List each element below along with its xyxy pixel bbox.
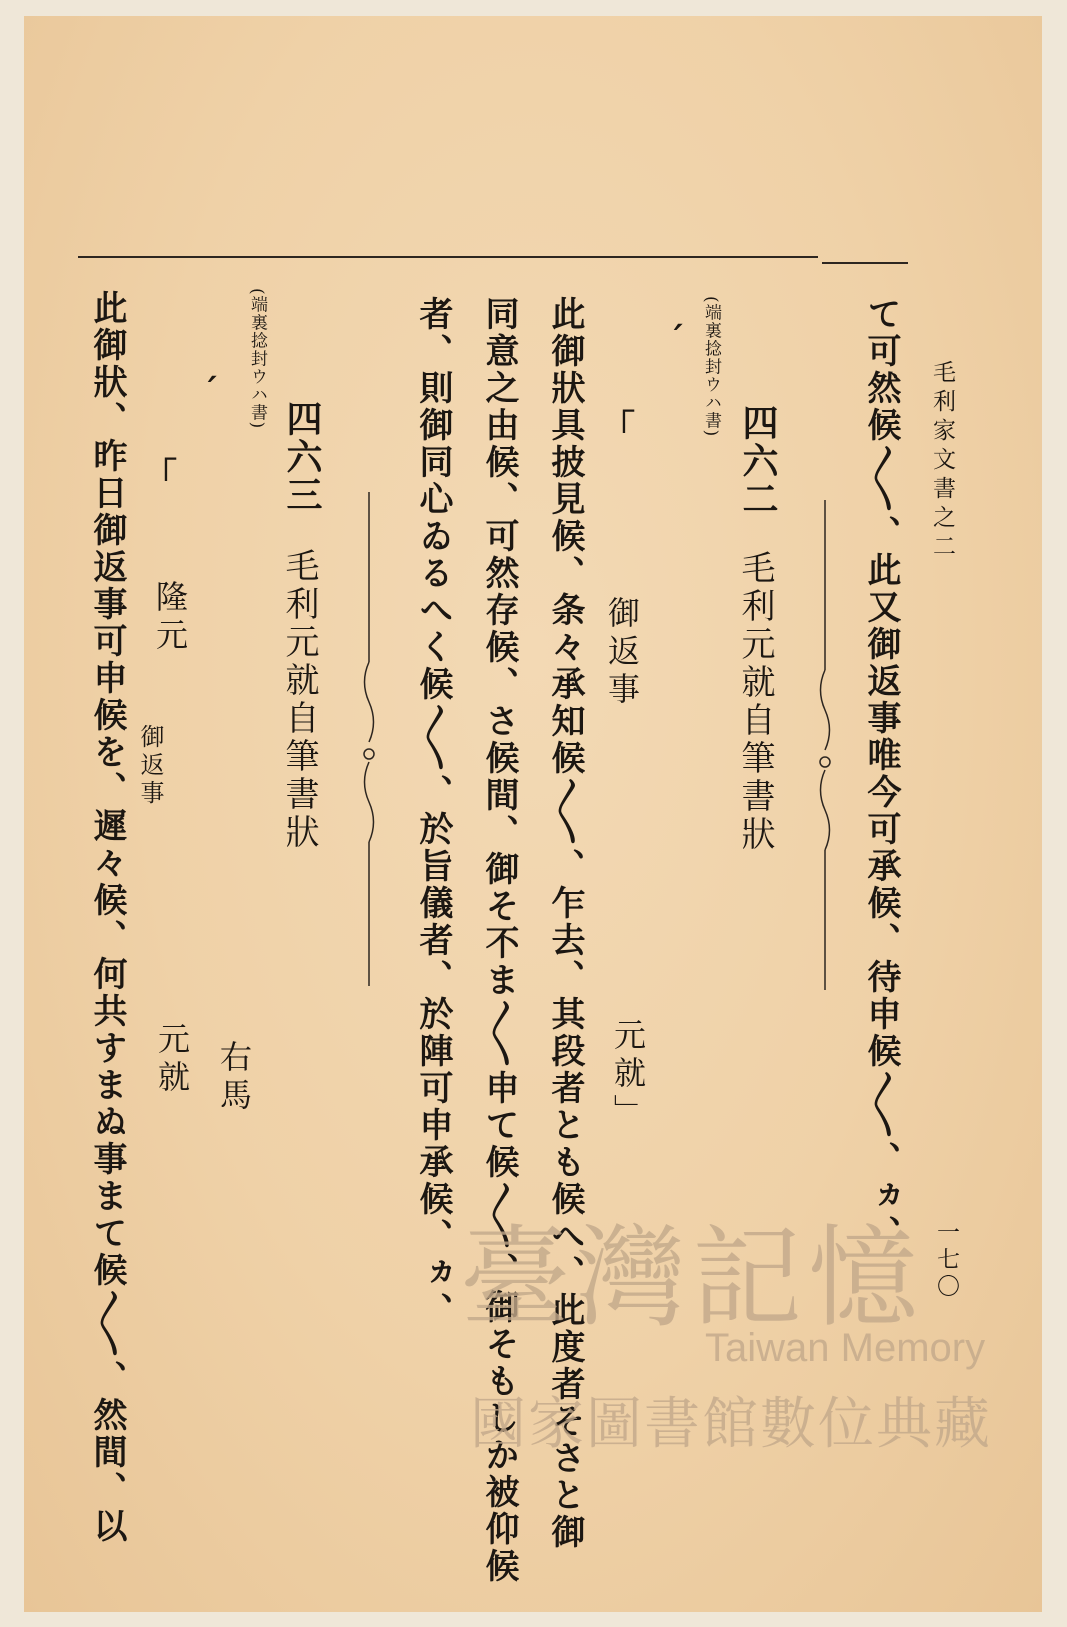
doc-463-address-reply: 御返事 <box>136 724 164 808</box>
separator-ornament <box>812 500 838 990</box>
watermark-brand: 臺灣記憶 <box>460 1214 924 1342</box>
continuation-text: て可然候〳〵、此又御返事唯今可承候、待申候〳〵、ヵ、 <box>861 296 901 1252</box>
bracket-mark: ｢ <box>618 408 635 448</box>
top-rule-right <box>822 262 908 264</box>
running-header: 毛利家文書之二 <box>929 360 955 563</box>
doc-462-wrapper-note: (端裏捻封ウハ書) <box>701 296 721 438</box>
doc-462-body-line-2: 同意之由候、可然存候、さ候間、御そ不ま〳〵申て候〳〵、御そもしか被仰候 <box>479 296 519 1585</box>
watermark-brand-en: Taiwan Memory <box>705 1326 986 1370</box>
doc-462-number: 四六二 <box>737 404 779 518</box>
doc-462-title: 毛利元就自筆書狀 <box>735 550 775 854</box>
doc-463-address-to: 隆元 <box>151 580 189 656</box>
bracket-mark: ｢ <box>160 456 177 496</box>
page-number: 一七〇 <box>933 1220 959 1301</box>
doc-463-number: 四六三 <box>281 400 323 514</box>
doc-462-address: 御返事 <box>603 596 641 710</box>
doc-463-wrapper-note: (端裏捻封ウハ書) <box>247 288 267 430</box>
doc-463-body-line-1: 此御狀、昨日御返事可申候を、遲々候、何共すまぬ事まて候〳〵、然間、以 <box>87 290 127 1545</box>
doc-463-sender: 元就 <box>153 1022 191 1098</box>
doc-462-body-line-1: 此御狀具披見候、条々承知候〳〵、乍去、其段者とも候へ、此度者そさと御 <box>545 296 585 1551</box>
doc-463-recipient: 右馬 <box>215 1040 253 1116</box>
doc-462-sender: 元就」 <box>609 1018 647 1132</box>
top-rule-left <box>78 256 818 258</box>
separator-ornament <box>356 492 382 986</box>
watermark-institution: 國家圖書館數位典藏 <box>470 1392 992 1457</box>
doc-463-title: 毛利元就自筆書狀 <box>279 548 319 852</box>
doc-462-body-line-3: 者、則御同心ゐるへく候〳〵、於旨儀者、於陣可申承候、ヵ、 <box>413 296 453 1329</box>
tick-mark: ˊ <box>202 372 219 412</box>
tick-mark: ˊ <box>668 320 685 360</box>
